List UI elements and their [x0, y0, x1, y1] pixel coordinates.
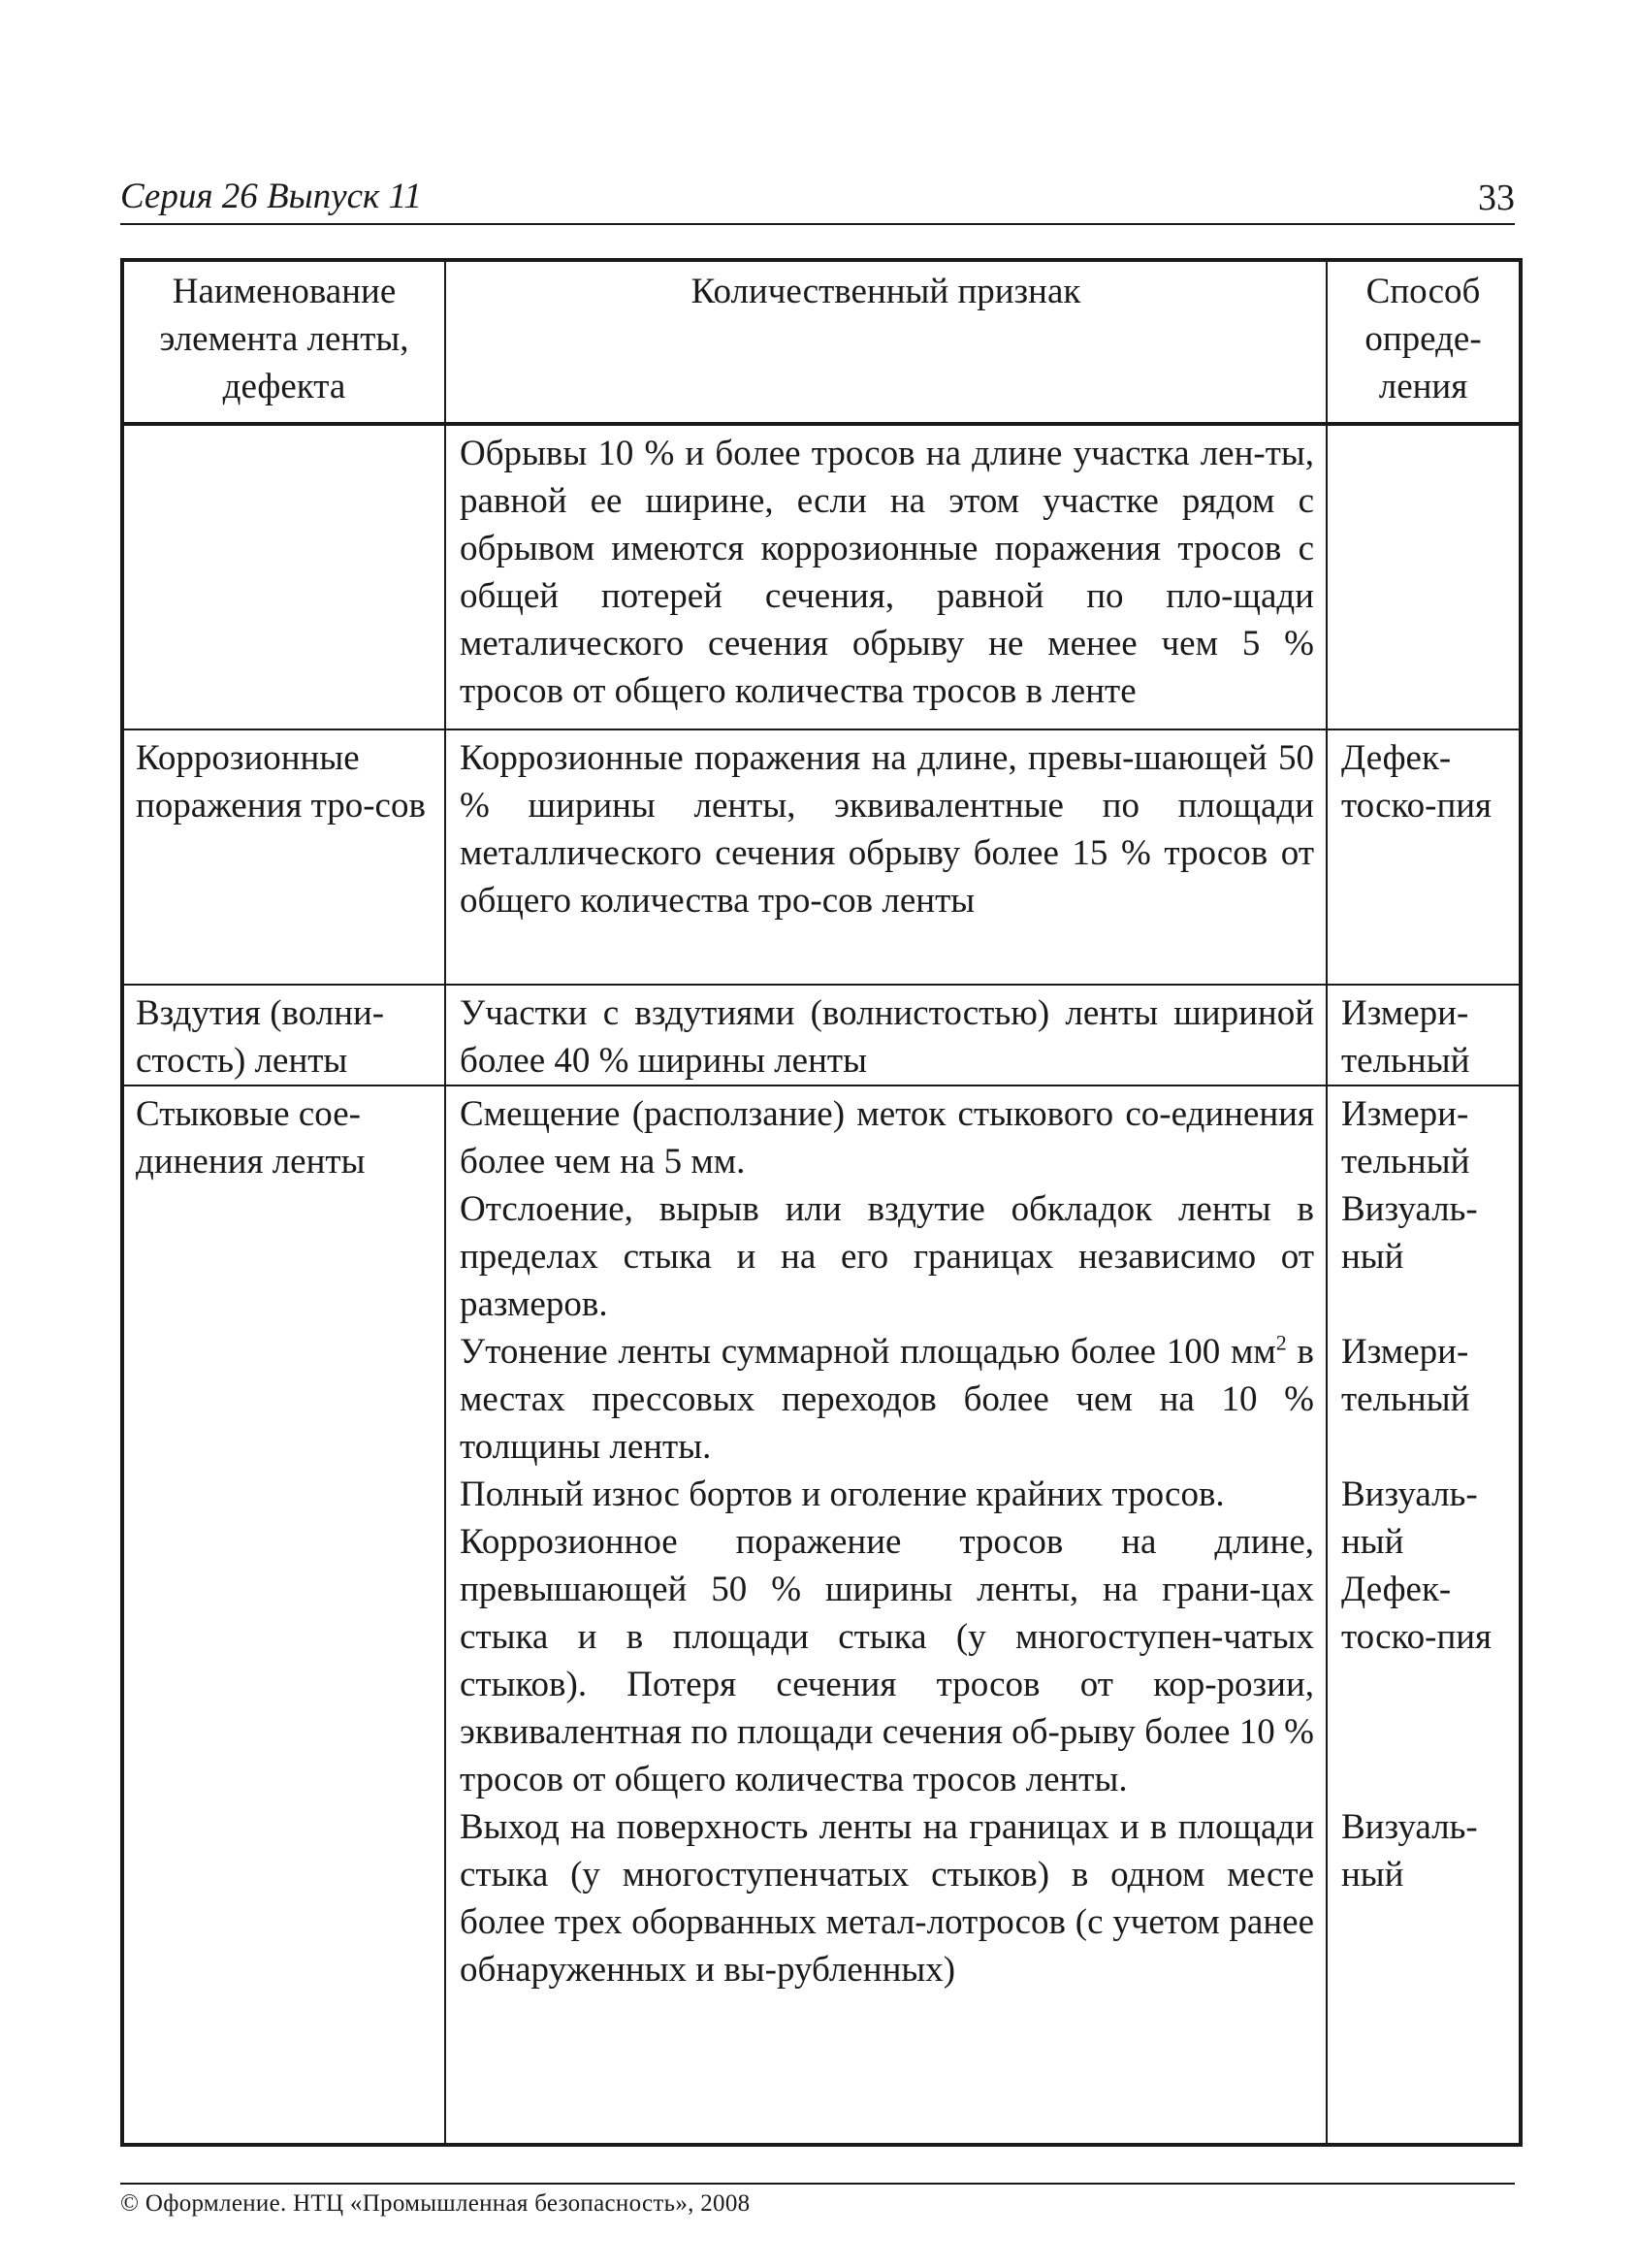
method-item: Визуаль-ный	[1341, 1807, 1478, 1895]
criterion-item: Выход на поверхность ленты на границах и в площади стыка (у многоступенчатых стыков) в одном месте более трех оборванных метал-лотросов (с учетом ранее обнаруженных и вы-рубленных)	[460, 1807, 1314, 1990]
element-cell: Коррозионные поражения тро-сов	[122, 729, 445, 985]
criterion-cell: Обрывы 10 % и более тросов на длине участка лен-ты, равной ее ширине, если на этом участке рядом с обрывом имеются коррозионные поражения тросов с общей потерей сечения, равной по пло-щади металического сечения обрыву не менее чем 5 % тросов от общего количества тросов в ленте	[445, 424, 1327, 729]
criterion-item: Утонение ленты суммарной площадью более 100 $мм^2$ в местах прессовых переходов более чем на 10 % толщины ленты.	[460, 1330, 1314, 1467]
criterion-item: Отслоение, вырыв или вздутие обкладок ленты в пределах стыка и на его границах независимо от размеров.	[460, 1189, 1314, 1324]
column-header-method: Способ опреде-ления	[1327, 260, 1521, 424]
running-header	[120, 177, 1515, 225]
table-row	[122, 729, 1521, 985]
method-item: Измери-тельный	[1341, 1332, 1470, 1419]
method-cell	[1327, 424, 1521, 729]
method-item: Измери-тельный	[1341, 1094, 1470, 1182]
table-row	[122, 424, 1521, 729]
page-number: 33	[1478, 178, 1515, 218]
method-cell: Измери-тельный	[1327, 985, 1521, 1085]
criterion-item: Полный износ бортов и оголение крайних тросов.	[460, 1474, 1225, 1514]
defects-table	[120, 258, 1523, 2147]
element-cell	[122, 424, 445, 729]
table-header-row	[122, 260, 1521, 424]
superscript: 2	[1275, 1330, 1287, 1355]
method-cell	[1327, 1085, 1521, 2145]
element-cell: Стыковые сое-динения ленты	[122, 1085, 445, 2145]
series-title: Серия 26 Выпуск 11	[120, 177, 422, 216]
table-row	[122, 985, 1521, 1085]
criterion-item: Смещение (расползание) меток стыкового со-единения более чем на 5 мм.	[460, 1094, 1314, 1182]
criterion-item: Коррозионное поражение тросов на длине, превышающей 50 % ширины ленты, на грани-цах стыка и в площади стыка (у многоступен-чатых стыков). Потеря сечения тросов от кор-розии, эквивалентная по площади сечения об-рыву более 10 % тросов от общего количества тросов ленты.	[460, 1522, 1314, 1799]
method-item: Визуаль-ный	[1341, 1189, 1478, 1277]
column-header-element: Наименование элемента ленты, дефекта	[122, 260, 445, 424]
column-header-criterion: Количественный признак	[445, 260, 1327, 424]
element-cell: Вздутия (волни-стость) ленты	[122, 985, 445, 1085]
method-item: Визуаль-ный	[1341, 1474, 1478, 1562]
method-item: Дефек-тоско-пия	[1341, 1570, 1493, 1657]
footer-rule	[120, 2183, 1515, 2185]
criterion-cell	[445, 1085, 1327, 2145]
table-row	[122, 1085, 1521, 2145]
method-cell: Дефек-тоско-пия	[1327, 729, 1521, 985]
criterion-cell: Участки с вздутиями (волнистостью) ленты шириной более 40 % ширины ленты	[445, 985, 1327, 1085]
criterion-cell: Коррозионные поражения на длине, превы-шающей 50 % ширины ленты, эквивалентные по площади металлического сечения обрыву более 15 % тросов от общего количества тро-сов ленты	[445, 729, 1327, 985]
copyright-footer: © Оформление. НТЦ «Промышленная безопасность», 2008	[120, 2190, 751, 2217]
